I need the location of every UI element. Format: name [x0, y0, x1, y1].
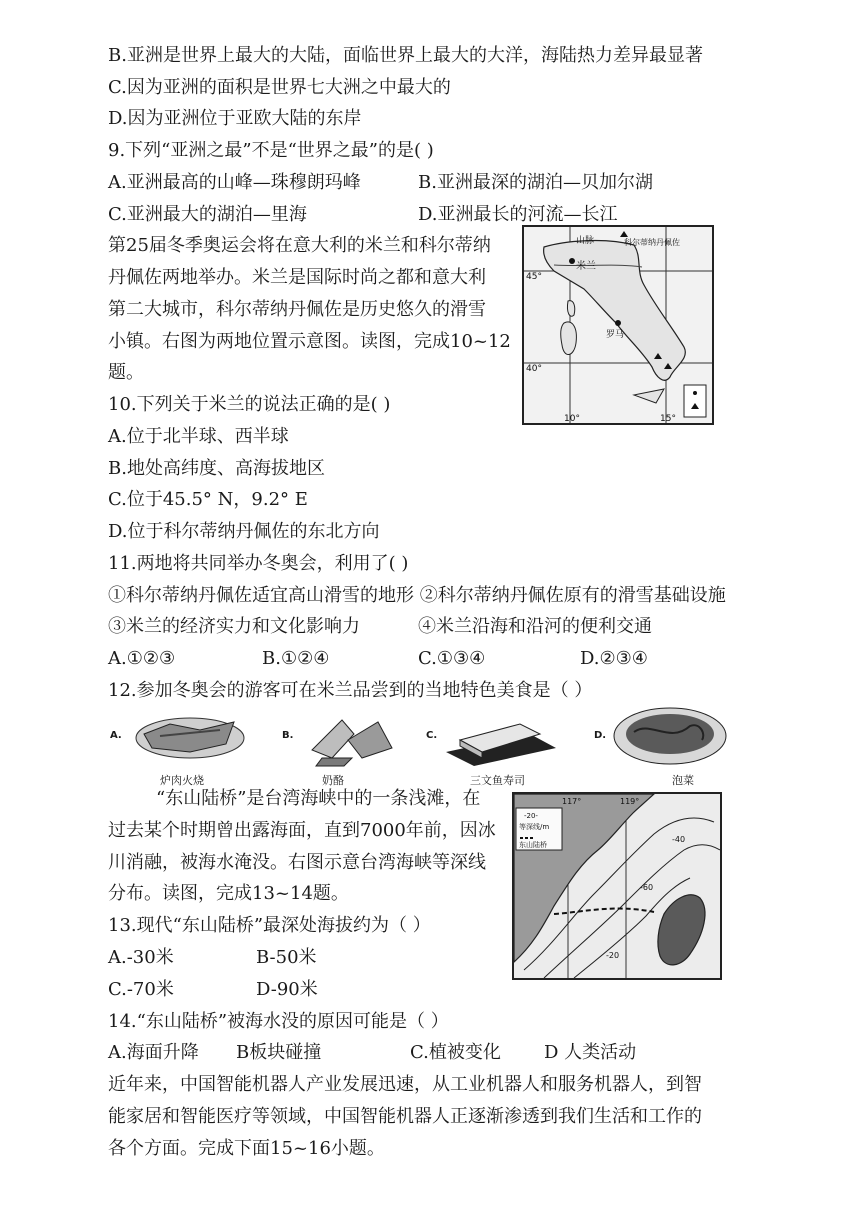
lat40-label: 40° — [526, 364, 542, 374]
legend-bridge: 东山陆桥 — [519, 841, 547, 849]
q11-stem: 11.两地将共同举办冬奥会，利用了( ) — [108, 553, 409, 574]
taiwan-strait-depth-map — [512, 792, 722, 980]
q10-option-d: D.位于科尔蒂纳丹佩佐的东北方向 — [108, 521, 380, 542]
food-c-image — [440, 700, 560, 770]
q13-option-c: C.-70米 — [108, 979, 174, 1000]
intro13-line4: 分布。读图，完成13~14题。 — [108, 883, 349, 904]
food-b-letter: B. — [282, 730, 294, 741]
intro13-line3: 川消融，被海水淹没。右图示意台湾海峡等深线 — [108, 852, 486, 873]
food-b-image — [292, 700, 412, 770]
lon15-label: 15° — [660, 414, 676, 423]
q10-stem: 10.下列关于米兰的说法正确的是( ) — [108, 394, 391, 415]
q13-option-a: A.-30米 — [108, 947, 174, 968]
q11-option-c: C.①③④ — [418, 648, 486, 669]
milan-marker — [569, 258, 575, 264]
q12-stem: 12.参加冬奥会的游客可在米兰品尝到的当地特色美食是（ ） — [108, 680, 593, 701]
q11-option-a: A.①②③ — [108, 648, 176, 669]
food-c-label: 三文鱼寿司 — [470, 774, 525, 787]
lon10-label: 10° — [564, 414, 580, 423]
lon1-label: 117° — [562, 797, 582, 806]
q9-option-d: D.亚洲最长的河流—长江 — [418, 204, 618, 225]
lon2-label: 119° — [620, 797, 640, 806]
intro10-line3: 第二大城市，科尔蒂纳丹佩佐是历史悠久的滑雪 — [108, 299, 486, 320]
q11-option-d: D.②③④ — [580, 648, 648, 669]
legend-unit: 等深线/m — [519, 823, 550, 831]
food-a-image — [130, 700, 250, 770]
intro10-line5: 题。 — [108, 362, 144, 383]
q8-option-c: C.因为亚洲的面积是世界七大洲之中最大的 — [108, 77, 451, 98]
q9-option-b: B.亚洲最深的湖泊—贝加尔湖 — [418, 172, 653, 193]
q10-option-a: A.位于北半球、西半球 — [108, 426, 289, 447]
rome-label: 罗马 — [606, 330, 625, 340]
contour-60-label: -60 — [640, 883, 654, 892]
q13-option-d: D-90米 — [256, 979, 318, 1000]
q14-option-b: B板块碰撞 — [236, 1042, 322, 1063]
italy-location-map — [522, 225, 714, 425]
rome-marker — [615, 320, 621, 326]
food-d-label: 泡菜 — [672, 774, 694, 787]
legend-depth: -20- — [524, 812, 538, 820]
q14-stem: 14.“东山陆桥”被海水没的原因可能是（ ） — [108, 1011, 449, 1032]
intro10-line2: 丹佩佐两地举办。米兰是国际时尚之都和意大利 — [108, 267, 486, 288]
q10-option-b: B.地处高纬度、高海拔地区 — [108, 458, 325, 479]
q8-option-b: B.亚洲是世界上最大的大陆，面临世界上最大的大洋，海陆热力差异最显著 — [108, 45, 703, 66]
intro13-line2: 过去某个时期曾出露海面，直到7000年前，因冰 — [108, 820, 496, 841]
food-a-label: 炉肉火烧 — [160, 774, 204, 787]
food-c-letter: C. — [426, 730, 438, 741]
q9-option-c: C.亚洲最大的湖泊—里海 — [108, 204, 307, 225]
intro15-line1: 近年来，中国智能机器人产业发展迅速，从工业机器人和服务机器人，到智 — [108, 1074, 702, 1095]
q10-option-c: C.位于45.5° N，9.2° E — [108, 489, 308, 510]
food-d-image — [610, 700, 730, 770]
contour-40-label: -40 — [672, 835, 686, 844]
food-d-letter: D. — [594, 730, 607, 741]
q14-option-c: C.植被变化 — [410, 1042, 501, 1063]
milan-label: 米兰 — [576, 261, 596, 272]
q14-option-a: A.海面升降 — [108, 1042, 199, 1063]
contour-20-label: -20 — [606, 951, 620, 960]
q13-stem: 13.现代“东山陆桥”最深处海拔约为（ ） — [108, 915, 431, 936]
food-a-letter: A. — [110, 730, 122, 741]
q11-statements-1-2: ①科尔蒂纳丹佩佐适宜高山滑雪的地形 ②科尔蒂纳丹佩佐原有的滑雪基础设施 — [108, 585, 726, 606]
q14-option-d: D 人类活动 — [544, 1042, 637, 1063]
food-b-label: 奶酪 — [322, 774, 344, 787]
cortina-label: 科尔蒂纳丹佩佐 — [624, 238, 680, 247]
q9-stem: 9.下列“亚洲之最”不是“世界之最”的是( ) — [108, 140, 434, 161]
alps-label: 山脉 — [576, 236, 595, 246]
intro15-line2: 能家居和智能医疗等领域，中国智能机器人正逐渐渗透到我们生活和工作的 — [108, 1106, 702, 1127]
q11-statement-4: ④米兰沿海和沿河的便利交通 — [418, 616, 652, 637]
intro13-line1: “东山陆桥”是台湾海峡中的一条浅滩，在 — [156, 788, 481, 809]
intro10-line4: 小镇。右图为两地位置示意图。读图，完成10~12 — [108, 331, 511, 352]
lat45-label: 45° — [526, 272, 542, 282]
q11-statement-3: ③米兰的经济实力和文化影响力 — [108, 616, 360, 637]
intro10-line1: 第25届冬季奥运会将在意大利的米兰和科尔蒂纳 — [108, 235, 491, 256]
q9-option-a: A.亚洲最高的山峰—珠穆朗玛峰 — [108, 172, 361, 193]
q11-option-b: B.①②④ — [262, 648, 330, 669]
intro15-line3: 各个方面。完成下面15~16小题。 — [108, 1138, 385, 1159]
q13-option-b: B-50米 — [256, 947, 317, 968]
q8-option-d: D.因为亚洲位于亚欧大陆的东岸 — [108, 108, 362, 129]
